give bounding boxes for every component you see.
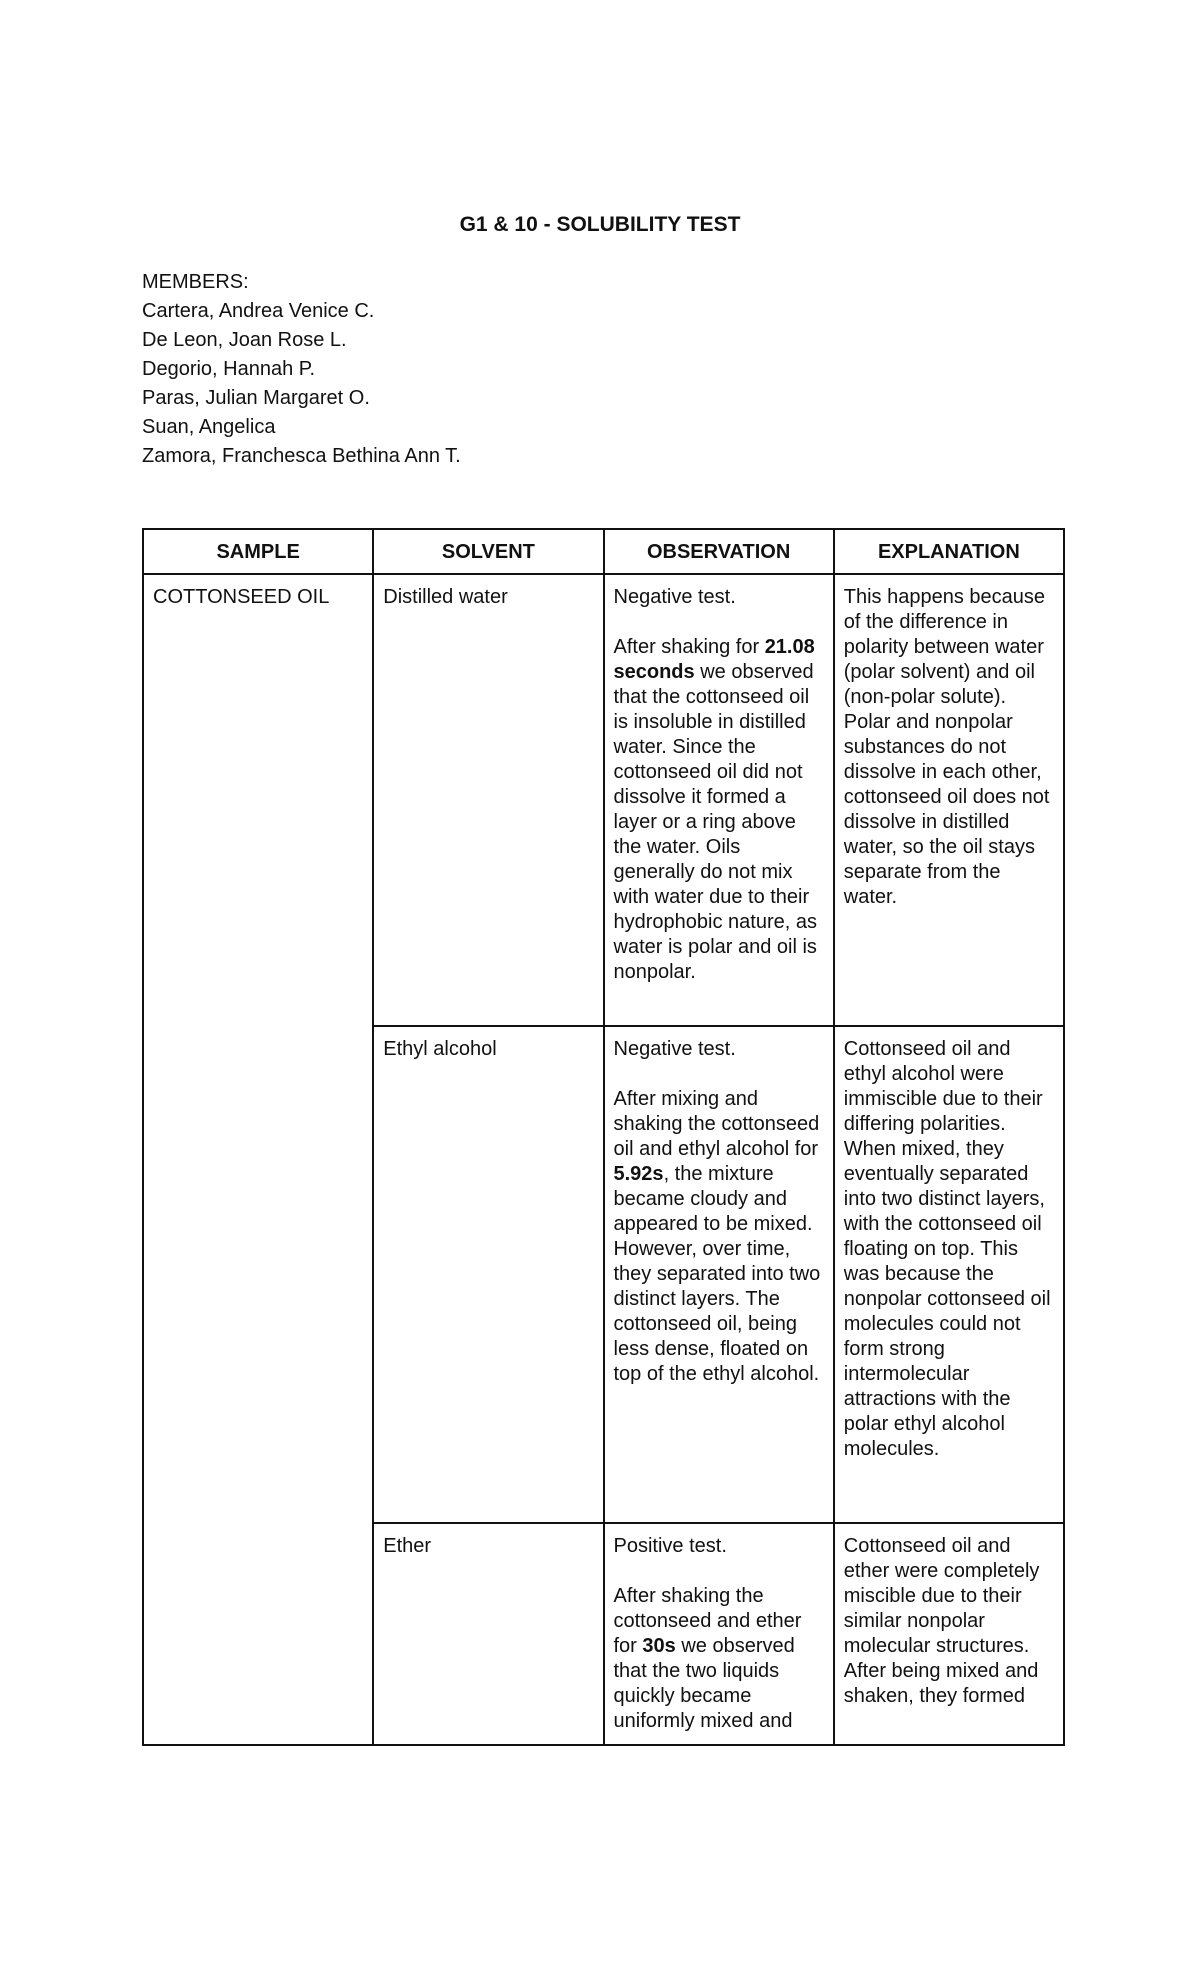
solvent-cell: Ethyl alcohol (373, 1026, 603, 1523)
sample-name: COTTONSEED OIL (153, 586, 330, 608)
header-observation: OBSERVATION (604, 529, 834, 574)
observation-time: 21.08 seconds (613, 636, 815, 683)
observation-text: After shaking the cottonseed and ether for 30s we observed that the two liquids quickly became uniformly mixed and (613, 1585, 802, 1732)
header-solvent: SOLVENT (373, 529, 603, 574)
members-label: MEMBERS: (142, 271, 249, 293)
sample-cell (143, 574, 373, 1745)
member-name: Suan, Angelica (142, 416, 276, 438)
header-sample: SAMPLE (143, 529, 373, 574)
table-row (143, 574, 1064, 1026)
member-name: Paras, Julian Margaret O. (142, 387, 370, 409)
explanation-cell: This happens because of the difference in polarity between water (polar solvent) and oil (non-polar solute). Polar and nonpolar substances do not dissolve in each other, cottonseed oil does not dissolve in distilled water, so the oil stays separate from the water. (834, 574, 1064, 1026)
member-name: Degorio, Hannah P. (142, 358, 316, 380)
table-header-row (143, 529, 1064, 574)
solubility-table (142, 528, 1065, 1746)
observation-time: 30s (642, 1635, 676, 1657)
observation-text: After mixing and shaking the cottonseed oil and ethyl alcohol for 5.92s, the mixture became cloudy and appeared to be mixed. However, over time, they separated into two distinct layers. The cottonseed oil, being less dense, floated on top of the ethyl alcohol. (613, 1088, 821, 1385)
test-result: Negative test. (613, 586, 736, 608)
solvent-cell: Ether (373, 1523, 603, 1745)
explanation-cell: Cottonseed oil and ether were completely miscible due to their similar nonpolar molecular structures. After being mixed and shaken, they formed (834, 1523, 1064, 1745)
members-list (142, 268, 461, 471)
observation-cell (604, 574, 834, 1026)
member-name: Cartera, Andrea Venice C. (142, 300, 375, 322)
observation-cell (604, 1026, 834, 1523)
page-title: G1 & 10 - SOLUBILITY TEST (459, 213, 741, 236)
test-result: Negative test. (613, 1038, 736, 1060)
member-name: De Leon, Joan Rose L. (142, 329, 347, 351)
member-name: Zamora, Franchesca Bethina Ann T. (142, 445, 461, 467)
observation-text: After shaking for 21.08 seconds we observed that the cottonseed oil is insoluble in distilled water. Since the cottonseed oil did not dissolve it formed a layer or a ring above the water. Oils generally do not mix with water due to their hydrophobic nature, as water is polar and oil is nonpolar. (613, 636, 817, 983)
explanation-cell: Cottonseed oil and ethyl alcohol were immiscible due to their differing polarities. When mixed, they eventually separated into two distinct layers, with the cottonseed oil floating on top. This was because the nonpolar cottonseed oil molecules could not form strong intermolecular attractions with the polar ethyl alcohol molecules. (834, 1026, 1064, 1523)
solvent-cell: Distilled water (373, 574, 603, 1026)
observation-cell (604, 1523, 834, 1745)
observation-time: 5.92s (613, 1163, 664, 1185)
header-explanation: EXPLANATION (834, 529, 1064, 574)
test-result: Positive test. (613, 1535, 727, 1557)
